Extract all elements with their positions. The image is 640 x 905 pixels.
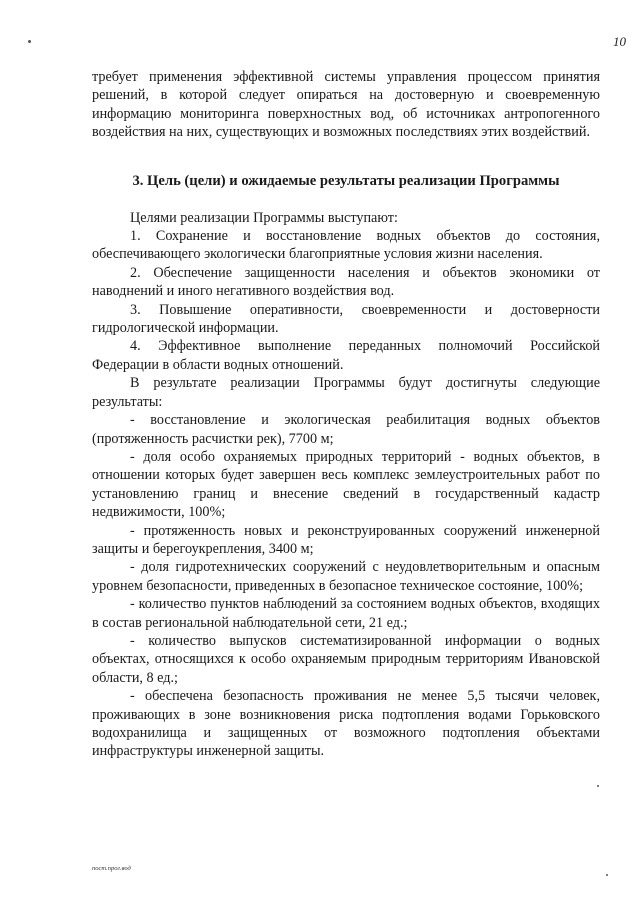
scan-speck [28, 40, 31, 43]
scan-speck [606, 874, 608, 876]
goal-item: 2. Обеспечение защищенности населения и объектов экономики от наводнений и иного негативного воздействия вод. [92, 264, 600, 300]
result-item: - восстановление и экологическая реабилитация водных объектов (протяженность расчистки рек), 7700 м; [92, 412, 600, 447]
section-heading: 3. Цель (цели) и ожидаемые результаты реализации Программы [132, 172, 560, 189]
footer-file-code: пост.прог.вод [92, 865, 131, 872]
result-item: - количество выпусков систематизированной информации о водных объектах, относящихся к особо охраняемым природным территориям Ивановской области, 8 ед.; [92, 632, 600, 686]
result-item: - доля особо охраняемых природных территорий - водных объектов, в отношении которых будет завершен весь комплекс землеустроительных работ по установлению границ и внесение сведений в государственный кадастр недвижимости, 100%; [92, 448, 600, 521]
scan-speck [597, 785, 599, 787]
paragraph-continuation: требует применения эффективной системы управления процессом принятия решений, в которой следует опираться на достоверную и своевременную информацию мониторинга поверхностных вод, об источниках антропогенного воздействия на них, существующих и возможных последствиях этих воздействий. [92, 69, 600, 141]
result-item: - количество пунктов наблюдений за состоянием водных объектов, входящих в состав региональной наблюдательной сети, 21 ед.; [92, 596, 600, 631]
result-item: - обеспечена безопасность проживания не менее 5,5 тысячи человек, проживающих в зоне возникновения риска подтопления водами Горьковского водохранилища и защищенных от возможного подтопления объектами инфраструктуры инженерной защиты. [92, 688, 600, 760]
result-item: - протяженность новых и реконструированных сооружений инженерной защиты и берегоукрепления, 3400 м; [92, 522, 600, 557]
goal-item: 4. Эффективное выполнение переданных полномочий Российской Федерации в области водных отношений. [92, 338, 600, 373]
page-number: 10 [613, 34, 626, 49]
results-intro: В результате реализации Программы будут достигнуты следующие результаты: [92, 375, 600, 410]
goals-intro: Целями реализации Программы выступают: [130, 209, 398, 226]
result-item: - доля гидротехнических сооружений с неудовлетворительным и опасным уровнем безопасности, приведенных в безопасное техническое состояние, 100%; [92, 559, 600, 594]
goal-item: 1. Сохранение и восстановление водных объектов до состояния, обеспечивающего экологически благоприятные условия жизни населения. [92, 228, 600, 263]
goal-item: 3. Повышение оперативности, своевременности и достоверности гидрологической информации. [92, 301, 600, 337]
document-body [92, 68, 600, 761]
